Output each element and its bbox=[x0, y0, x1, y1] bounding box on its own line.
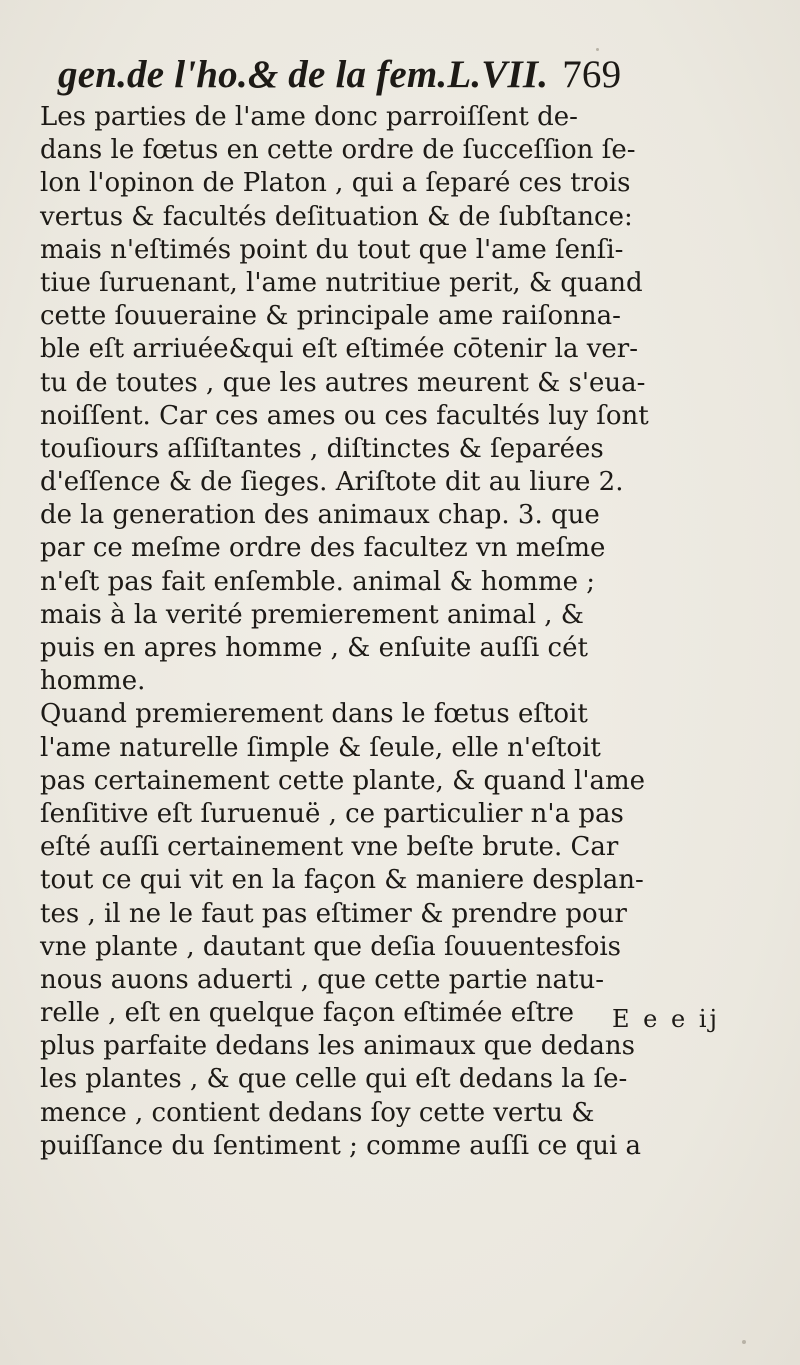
text-line: l'ame naturelle ſimple & ſeule, elle n'eſtoit bbox=[40, 732, 601, 763]
running-header bbox=[58, 52, 758, 98]
text-line: touſiours aſſiſtantes , diſtinctes & ſeparées bbox=[40, 433, 604, 464]
text-line: tu de toutes , que les autres meurent & s'eua- bbox=[40, 367, 646, 398]
text-line: ſenſitive eſt ſuruenuë , ce particulier n'a pas bbox=[40, 798, 624, 829]
text-line: puiſſance du ſentiment ; comme auſſi ce qui a bbox=[40, 1130, 642, 1161]
text-line: relle , eſt en quelque façon eſtimée eſtre bbox=[40, 998, 574, 1029]
text-line: n'eſt pas fait enſemble. animal & homme ; bbox=[40, 566, 596, 597]
text-line: vne plante , dautant que deſia ſouuentesfois bbox=[40, 931, 622, 962]
text-line: dans le fœtus en cette ordre de ſucceſſion ſe- bbox=[40, 135, 636, 166]
text-line: tout ce qui vit en la façon & maniere desplan- bbox=[40, 865, 644, 896]
page-number: 769 bbox=[562, 53, 622, 96]
text-line: eſté auſſi certainement vne beſte brute. Car bbox=[40, 832, 619, 863]
text-line: vertus & facultés deſituation & de ſubſtance: bbox=[40, 201, 633, 232]
text-line: plus parfaite dedans les animaux que dedans bbox=[40, 1031, 635, 1062]
text-line: ble eſt arriuée&qui eſt eſtimée cōtenir la ver- bbox=[40, 334, 638, 365]
text-line: mais à la verité premierement animal , & bbox=[40, 599, 584, 630]
text-line: les plantes , & que celle qui eſt dedans la ſe- bbox=[40, 1064, 628, 1095]
text-line: d'eſſence & de ſieges. Ariſtote dit au liure 2. bbox=[40, 467, 624, 498]
text-line: homme. bbox=[40, 666, 146, 697]
text-line: mence , contient dedans ſoy cette vertu & bbox=[40, 1097, 595, 1128]
text-line: tiue ſuruenant, l'ame nutritiue perit, & quand bbox=[40, 267, 643, 298]
text-line: Les parties de l'ame donc parroiſſent de- bbox=[40, 102, 578, 132]
text-line: puis en apres homme , & enſuite auſſi cét bbox=[40, 633, 588, 663]
text-line: par ce meſme ordre des facultez vn meſme bbox=[40, 533, 606, 564]
paper-speck bbox=[596, 48, 599, 51]
text-line: tes , il ne le faut pas eſtimer & prendre pour bbox=[40, 898, 627, 929]
signature-mark: E e e ij bbox=[612, 1005, 720, 1033]
text-line: de la generation des animaux chap. 3. que bbox=[40, 500, 600, 531]
text-line: noiſſent. Car ces ames ou ces facultés luy ſont bbox=[40, 400, 649, 431]
paper-speck bbox=[742, 1340, 746, 1344]
running-title: gen.de l'ho.& de la fem.L.VII. bbox=[58, 53, 549, 96]
text-line: pas certainement cette plante, & quand l'ame bbox=[40, 765, 646, 796]
text-line: cette ſouueraine & principale ame raiſonna- bbox=[40, 301, 621, 332]
text-line: lon l'opinon de Platon , qui a ſeparé ces trois bbox=[40, 168, 631, 199]
text-line: Quand premierement dans le fœtus eſtoit bbox=[40, 699, 588, 730]
text-line: nous auons aduerti , que cette partie natu- bbox=[40, 964, 605, 995]
text-line: mais n'eſtimés point du tout que l'ame ſenſi- bbox=[40, 234, 624, 265]
